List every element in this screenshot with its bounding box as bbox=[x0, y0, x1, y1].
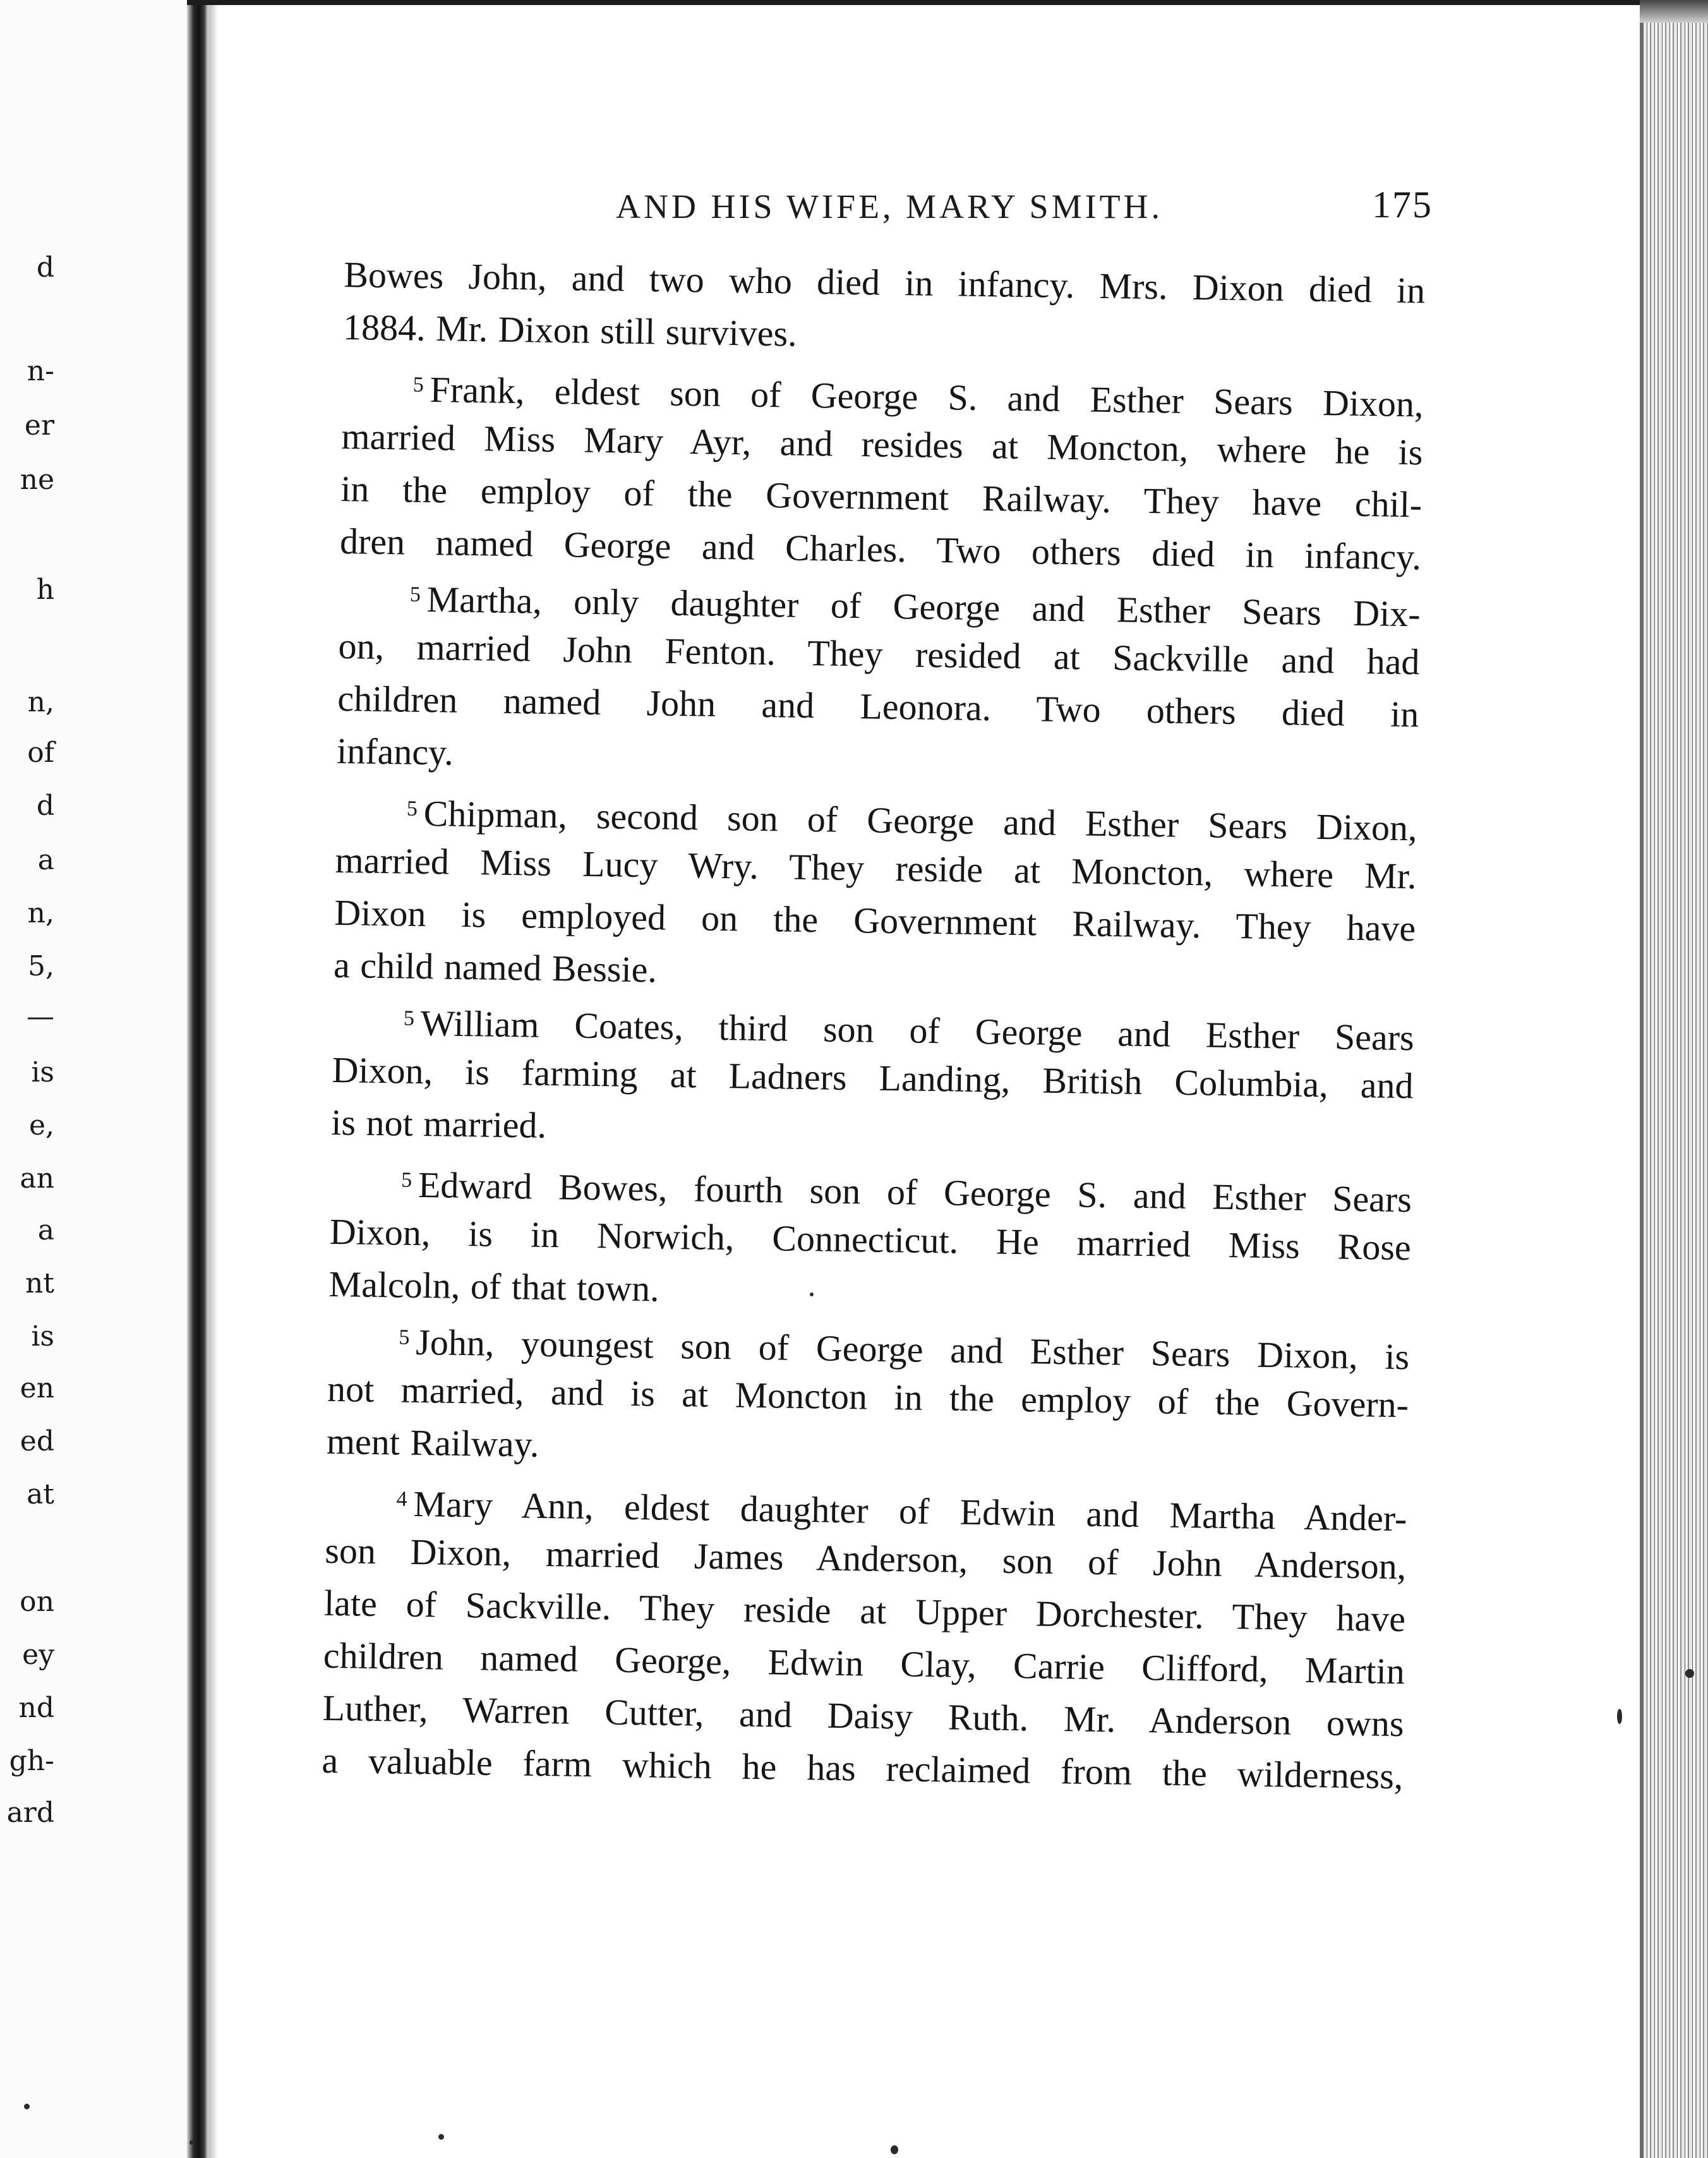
page-fore-edge bbox=[1640, 13, 1708, 2158]
left-fragment: n, bbox=[27, 686, 54, 718]
text-line-content: Frank, eldest son of George S. and Esther Sears Dixon, bbox=[430, 369, 1424, 425]
text-line: late of Sackville. They reside at Upper Dorchester. They have bbox=[323, 1582, 1406, 1640]
text-line: children named John and Leonora. Two others died in bbox=[337, 677, 1419, 735]
text-line: Bowes John, and two who died in infancy. Mrs. Dixon died in bbox=[343, 253, 1426, 311]
left-fragment: 5, bbox=[28, 950, 54, 982]
text-line: is not married. bbox=[330, 1101, 547, 1146]
text-line: Dixon, is in Norwich, Connecticut. He married Miss Rose bbox=[329, 1210, 1412, 1269]
page-number: 175 bbox=[1372, 184, 1433, 226]
left-fragment: h bbox=[36, 574, 54, 606]
text-line: ment Railway. bbox=[326, 1420, 539, 1465]
text-line-content: John, youngest son of George and Esther Sears Dixon, is bbox=[415, 1321, 1410, 1378]
left-fragment: of bbox=[27, 737, 54, 769]
generation-number: 5 bbox=[406, 797, 418, 821]
text-line-content: William Coates, third son of George and Esther Sears bbox=[420, 1002, 1415, 1059]
text-line: children named George, Edwin Clay, Carrie Clifford, Martin bbox=[323, 1634, 1405, 1692]
left-page-text-fragments bbox=[0, 0, 187, 2158]
left-fragment: — bbox=[27, 1001, 54, 1033]
text-line: a valuable farm which he has reclaimed from the wilderness, bbox=[322, 1739, 1404, 1797]
scan-speck bbox=[438, 2134, 444, 2140]
text-line: married Miss Mary Ayr, and resides at Moncton, where he is bbox=[341, 415, 1423, 473]
text-line: married Miss Lucy Wry. They reside at Moncton, where Mr. bbox=[335, 839, 1417, 897]
text-line: Malcoln, of that town. bbox=[328, 1263, 660, 1310]
page-top-edge bbox=[187, 0, 1659, 5]
left-fragment: at bbox=[27, 1478, 54, 1510]
scan-speck bbox=[189, 2140, 194, 2145]
left-fragment: en bbox=[20, 1372, 54, 1404]
scan-speck bbox=[891, 2145, 898, 2154]
generation-number: 5 bbox=[412, 373, 424, 397]
text-line-content: Chipman, second son of George and Esther Sears Dixon, bbox=[423, 792, 1418, 849]
generation-number: 4 bbox=[396, 1487, 407, 1511]
text-line: in the employ of the Government Railway. They have chil- bbox=[340, 467, 1422, 526]
left-fragment: d bbox=[36, 790, 54, 822]
left-fragment: n, bbox=[27, 897, 54, 929]
page-body-text bbox=[322, 248, 1426, 1802]
left-fragment: er bbox=[24, 409, 54, 442]
left-fragment: nd bbox=[18, 1692, 54, 1724]
left-fragment: on bbox=[20, 1586, 54, 1618]
scan-speck bbox=[1617, 1709, 1622, 1724]
text-line-content: Mary Ann, eldest daughter of Edwin and Martha Ander- bbox=[413, 1483, 1407, 1540]
text-line: not married, and is at Moncton in the employ of the Govern- bbox=[327, 1368, 1409, 1426]
left-fragment: is bbox=[31, 1056, 54, 1088]
text-line: Luther, Warren Cutter, and Daisy Ruth. Mr. Anderson owns bbox=[322, 1687, 1405, 1745]
left-fragment: is bbox=[31, 1320, 54, 1353]
left-fragment: ed bbox=[20, 1425, 54, 1457]
text-line: dren named George and Charles. Two others died in infancy. bbox=[339, 520, 1422, 578]
left-fragment: ard bbox=[6, 1797, 54, 1829]
left-fragment: d bbox=[36, 251, 54, 284]
text-line: on, married John Fenton. They resided at Sackville and had bbox=[338, 625, 1420, 683]
left-fragment: ne bbox=[20, 464, 54, 496]
scan-speck bbox=[24, 2104, 30, 2109]
text-line: Dixon is employed on the Government Railway. They have bbox=[334, 891, 1416, 949]
scan-speck bbox=[810, 1293, 814, 1296]
running-head: AND HIS WIFE, MARY SMITH. bbox=[616, 188, 1164, 226]
text-line-content: Edward Bowes, fourth son of George S. and Esther Sears bbox=[418, 1164, 1412, 1221]
left-fragment: e, bbox=[28, 1109, 54, 1142]
text-line: 1884. Mr. Dixon still survives. bbox=[342, 306, 798, 354]
left-fragment: an bbox=[20, 1162, 54, 1195]
generation-number: 5 bbox=[400, 1168, 412, 1192]
text-line: Dixon, is farming at Ladners Landing, British Columbia, and bbox=[332, 1049, 1414, 1107]
generation-number: 5 bbox=[399, 1325, 410, 1349]
text-line: son Dixon, married James Anderson, son of John Anderson, bbox=[324, 1529, 1407, 1588]
scan-speck bbox=[1685, 1669, 1694, 1678]
text-line: a child named Bessie. bbox=[333, 944, 658, 991]
left-fragment: ey bbox=[22, 1639, 54, 1671]
book-gutter bbox=[187, 0, 208, 2158]
left-fragment: a bbox=[37, 1214, 54, 1246]
left-fragment: nt bbox=[25, 1267, 54, 1299]
gutter-shadow bbox=[208, 0, 217, 2158]
left-fragment: gh- bbox=[9, 1745, 54, 1777]
left-fragment: a bbox=[37, 844, 54, 876]
text-line-content: Martha, only daughter of George and Esther Sears Dix- bbox=[426, 579, 1421, 635]
left-fragment: n- bbox=[27, 355, 54, 387]
generation-number: 5 bbox=[403, 1006, 415, 1030]
page-fore-edge-line bbox=[1640, 13, 1644, 2158]
page-fore-edge-top bbox=[1640, 0, 1708, 23]
text-line: infancy. bbox=[336, 730, 454, 773]
generation-number: 5 bbox=[409, 582, 421, 606]
